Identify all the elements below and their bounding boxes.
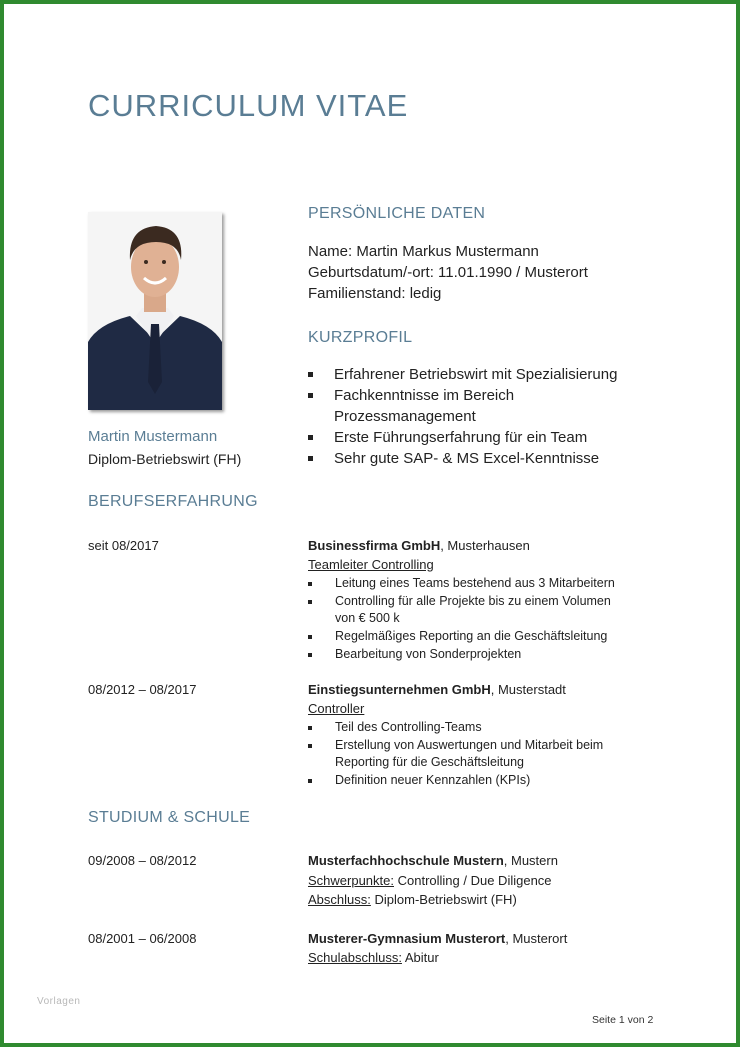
job-location: , Musterhausen xyxy=(440,538,530,553)
profile-degree: Diplom-Betriebswirt (FH) xyxy=(88,451,242,467)
job-company: Businessfirma GmbH xyxy=(308,538,441,553)
school-degree: Abschluss: Diplom-Betriebswirt (FH) xyxy=(308,892,517,907)
beruf-heading: BERUFSERFAHRUNG xyxy=(88,493,258,510)
school-date: 08/2001 – 06/2008 xyxy=(88,931,197,946)
school-location: , Mustern xyxy=(503,853,558,868)
school-location: , Musterort xyxy=(505,931,568,946)
kurzprofil-heading: KURZPROFIL xyxy=(308,329,413,346)
profile-photo xyxy=(88,212,222,410)
watermark-text: Vorlagen xyxy=(37,996,81,1007)
school-date: 09/2008 – 08/2012 xyxy=(88,853,197,868)
personal-family: Familienstand: ledig xyxy=(308,285,442,302)
job-company-line xyxy=(308,538,530,553)
job-location: , Musterstadt xyxy=(490,682,566,697)
school-focus: Schwerpunkte: Controlling / Due Diligence xyxy=(308,873,552,888)
studium-heading: STUDIUM & SCHULE xyxy=(88,809,251,826)
job-company-line xyxy=(308,682,566,697)
personal-name: Name: Martin Markus Mustermann xyxy=(308,243,539,260)
job-company: Einstiegsunternehmen GmbH xyxy=(308,682,491,697)
profile-name: Martin Mustermann xyxy=(88,428,218,445)
person-portrait-image xyxy=(88,212,222,410)
job-date: seit 08/2017 xyxy=(88,538,159,553)
school-name: Musterfachhochschule Mustern xyxy=(308,853,504,868)
job-role: Teamleiter Controlling xyxy=(308,557,434,572)
cv-page: CURRICULUM VITAE Martin Mustermann Diplom-Betriebswirt (FH) PERSÖNLICHE DATEN Name: Martin Markus Mustermann Geburtsdatum/-ort: 11.01.1990 / Musterort Familienstand: ledig KURZPROFIL Erfahrener Betriebswirt mit Spezialisierung Fachkenntnisse im Bereich Prozessmanagement Erste Führungserfahrung für ein Team Sehr gute SAP- & MS Excel-Kenntnisse BERUFSERFAHRUNG seit 08/2017 Businessfirma GmbH, Musterhausen Teamleiter Controlling Leitung eines Teams bestehend aus 3 Mitarbeitern Controlling für alle Projekte bis zu einem Volumen von € 500 k Regelmäßiges Reporting an die Geschäftsleitung Bearbeitung von Sonderprojekten 08/2012 – 08/2017 Einstiegsunternehmen GmbH, Musterstadt Controller Teil des Controlling-Teams Erstellung von Auswertungen und Mitarbeit beim Reporting für die Geschäftsleitung Definition neuer Kennzahlen (KPIs) STUDIUM & SCHULE 09/2008 – 08/2012 Musterfachhochschule Mustern, Mustern Schwerpunkte: Controlling / Due Diligence Abschluss: Diplom-Betriebswirt (FH) 08/2001 – 06/2008 Musterer-Gymnasium Musterort, Musterort Schulabschluss: Abitur Vorlagen Seite 1 von 2 xyxy=(0,0,740,1047)
job-role: Controller xyxy=(308,701,365,716)
page-number: Seite 1 von 2 xyxy=(592,1014,654,1026)
page-title: CURRICULUM VITAE xyxy=(88,88,409,123)
school-degree: Schulabschluss: Abitur xyxy=(308,950,439,965)
personal-birth: Geburtsdatum/-ort: 11.01.1990 / Musterort xyxy=(308,264,588,281)
school-line xyxy=(308,931,567,946)
school-line xyxy=(308,853,558,868)
job-date: 08/2012 – 08/2017 xyxy=(88,682,197,697)
personal-heading: PERSÖNLICHE DATEN xyxy=(308,205,486,222)
school-name: Musterer-Gymnasium Musterort xyxy=(308,931,506,946)
